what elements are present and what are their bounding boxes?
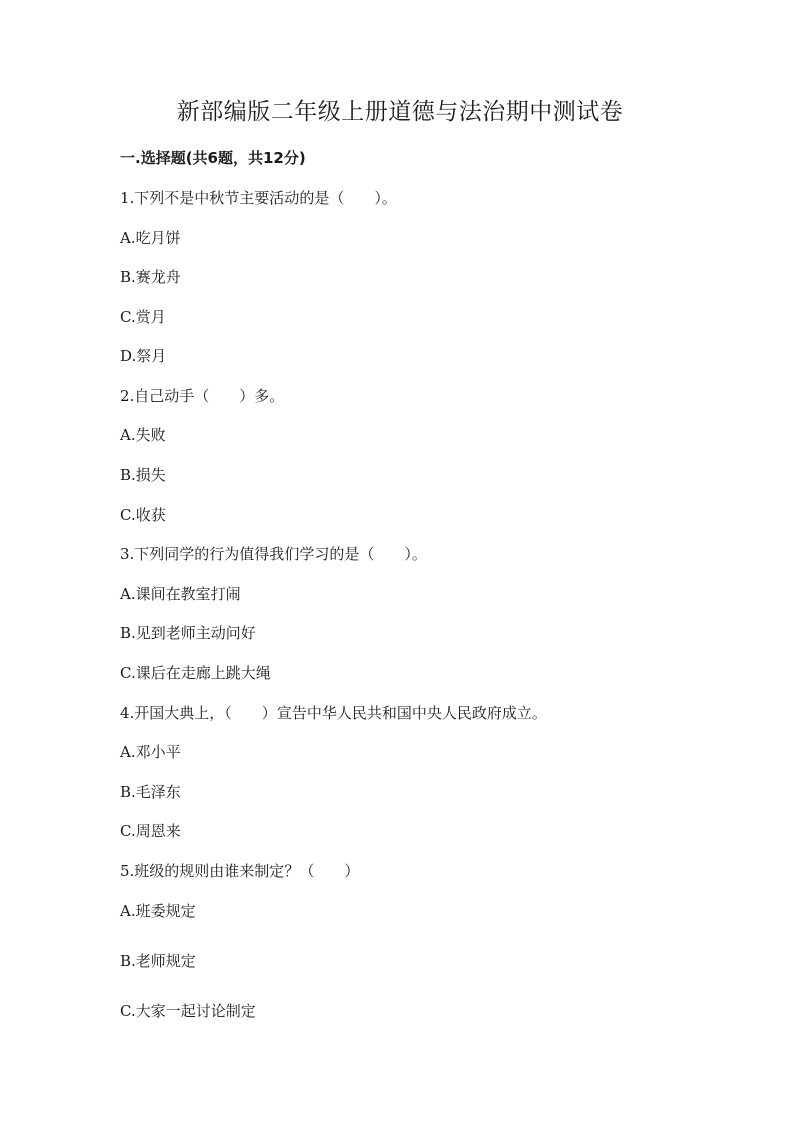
question-4: 4.开国大典上，（ ）宣告中华人民共和国中央人民政府成立。 [120,704,547,722]
question-5-option-b: B.老师规定 [120,952,196,970]
question-2-option-b: B.损失 [120,466,166,484]
exam-title: 新部编版二年级上册道德与法治期中测试卷 [176,99,624,125]
question-5-option-c: C.大家一起讨论制定 [120,1002,256,1020]
section-heading: 一.选择题(共6题，共12分) [120,149,306,167]
question-3: 3.下列同学的行为值得我们学习的是（ ）。 [120,545,427,563]
question-5-option-a: A.班委规定 [120,902,196,920]
question-3-option-a: A.课间在教室打闹 [120,585,241,603]
question-1-option-b: B.赛龙舟 [120,268,181,286]
question-5: 5.班级的规则由谁来制定？（ ） [120,862,360,880]
question-4-option-b: B.毛泽东 [120,783,181,801]
question-2-option-a: A.失败 [120,426,166,444]
question-2-option-c: C.收获 [120,506,166,524]
question-4-option-a: A.邓小平 [120,743,181,761]
question-1: 1.下列不是中秋节主要活动的是（ ）。 [120,189,397,207]
question-1-option-c: C.赏月 [120,308,166,326]
question-3-option-c: C.课后在走廊上跳大绳 [120,664,271,682]
question-3-option-b: B.见到老师主动问好 [120,624,256,642]
question-4-option-c: C.周恩来 [120,822,181,840]
question-2: 2.自己动手（ ）多。 [120,387,285,405]
question-1-option-a: A.吃月饼 [120,229,181,247]
question-1-option-d: D.祭月 [120,347,167,365]
